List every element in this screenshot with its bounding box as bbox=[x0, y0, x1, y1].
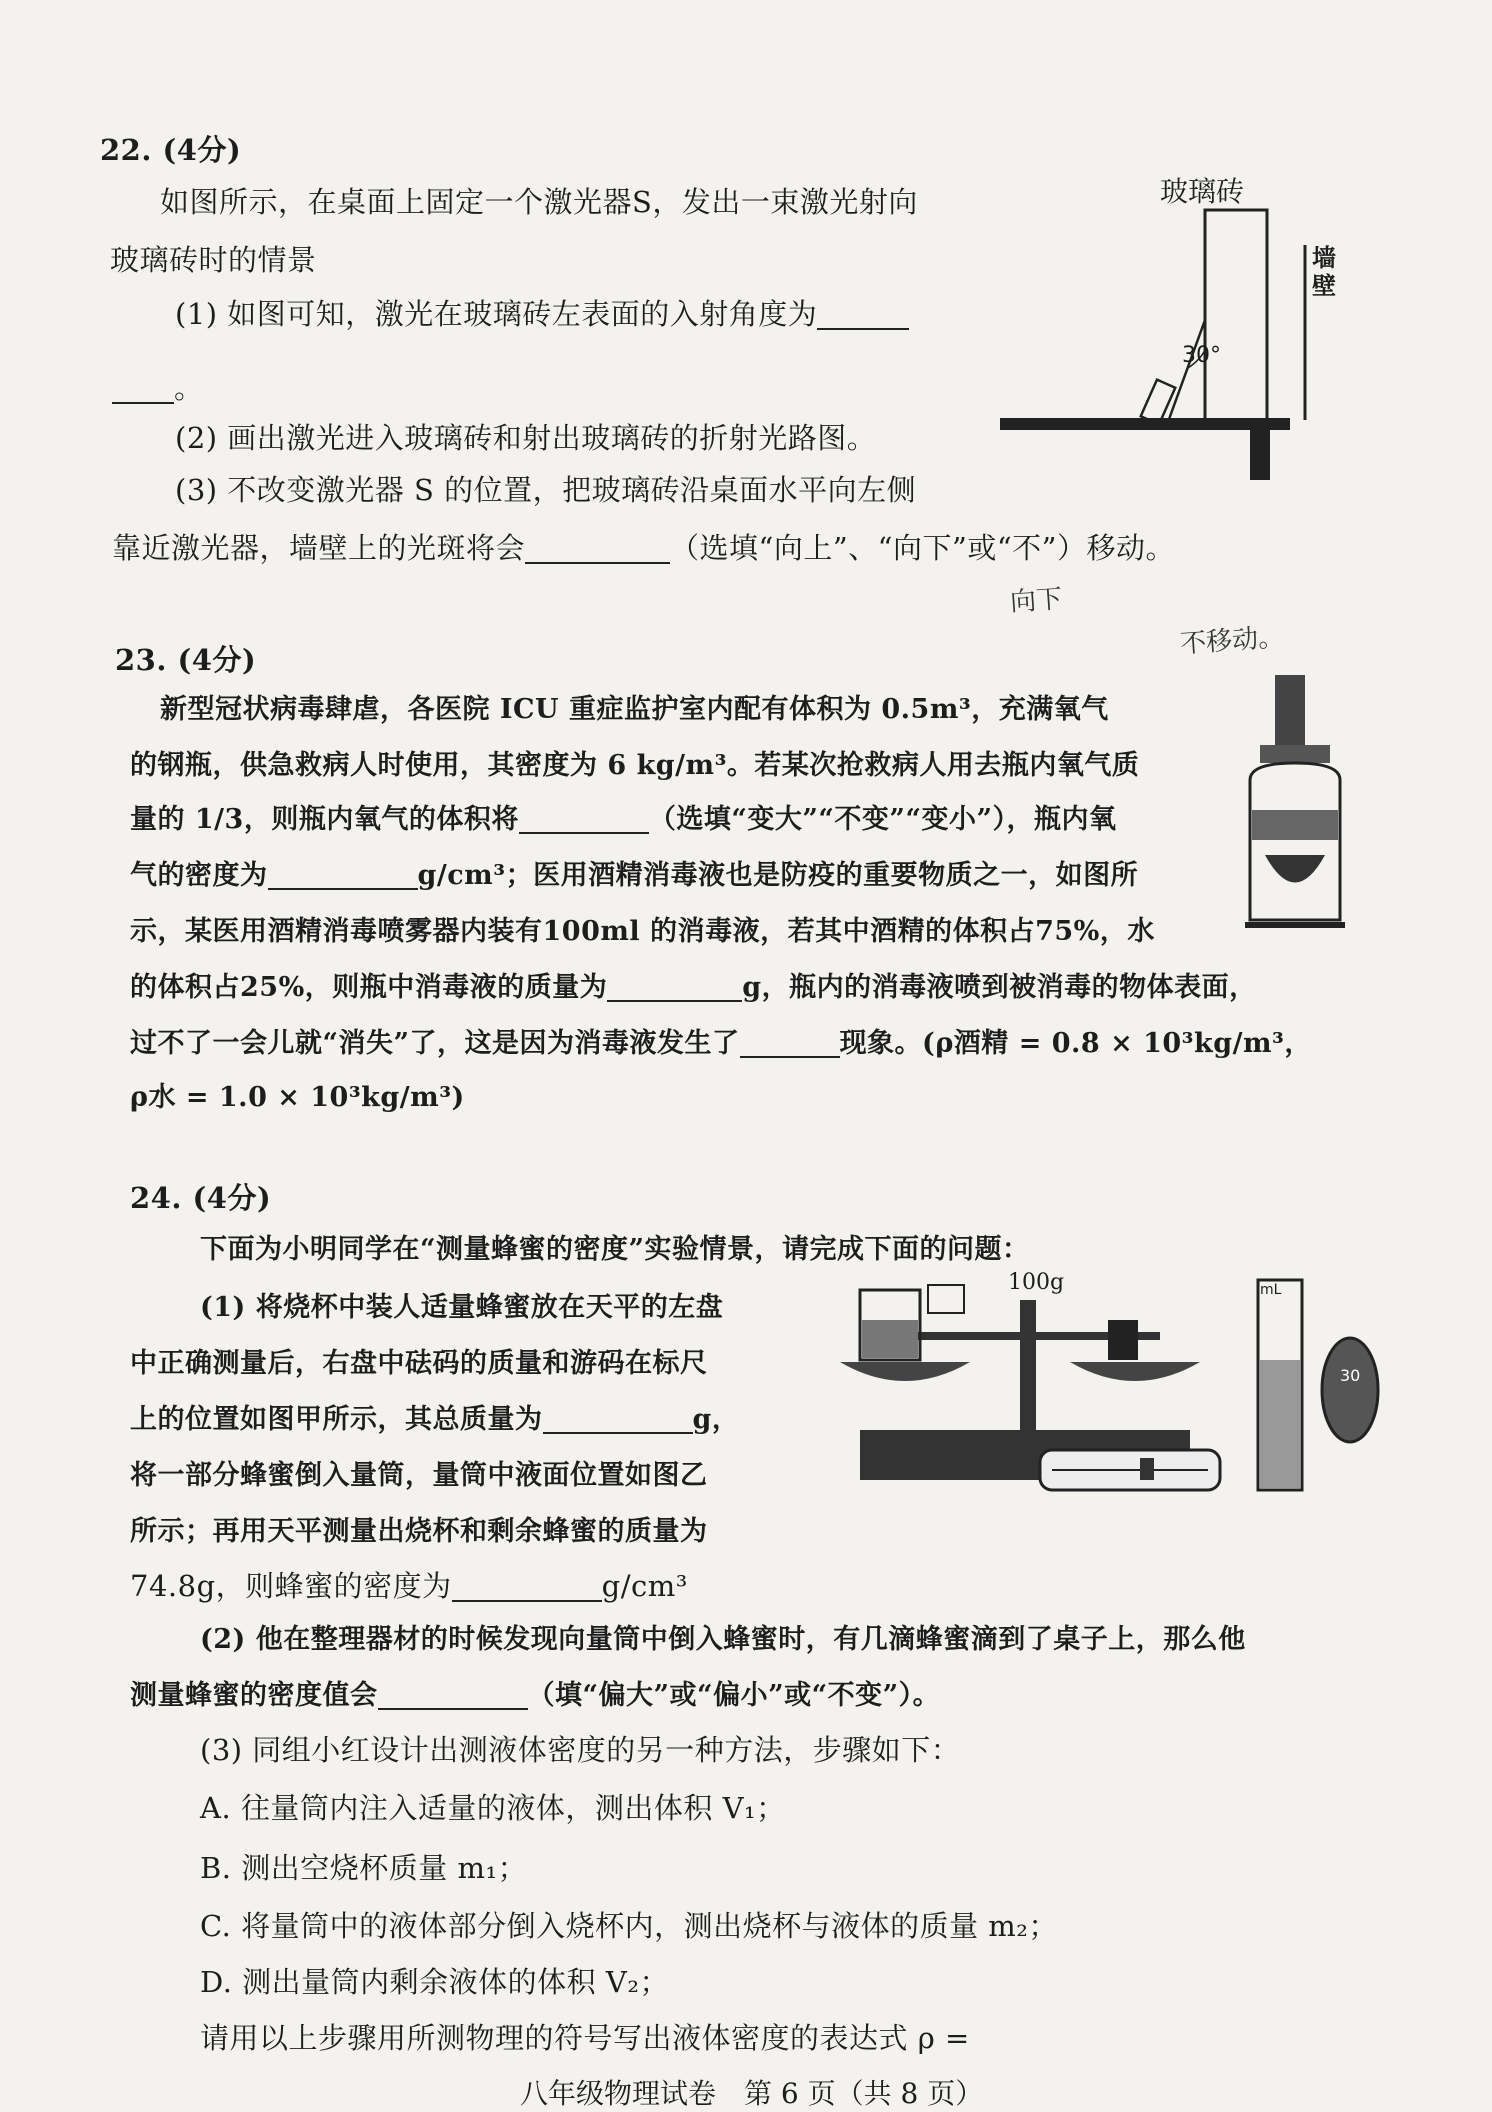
q22-title: 22. (4分) bbox=[100, 133, 242, 167]
q22-part3b-text: 靠近激光器，墙壁上的光斑将会 bbox=[112, 531, 526, 565]
q23-line4 bbox=[130, 856, 1138, 896]
spray-bottle-figure bbox=[1240, 660, 1360, 950]
q24-title: 24. (4分) bbox=[130, 1181, 272, 1215]
small-weight-box bbox=[928, 1285, 964, 1313]
q22-part2: (2) 画出激光进入玻璃砖和射出玻璃砖的折射光路图。 bbox=[175, 421, 877, 455]
balance-pillar bbox=[1020, 1300, 1036, 1430]
q22-part3b bbox=[112, 528, 1175, 568]
handwritten-answer-2: 不移动。 bbox=[1179, 622, 1286, 660]
bottle-body bbox=[1250, 763, 1340, 920]
q22-part1-end bbox=[112, 368, 204, 408]
cylinder-reading: 30 bbox=[1340, 1366, 1361, 1385]
q23-blank3[interactable] bbox=[607, 970, 742, 1002]
q22-figure bbox=[1000, 160, 1336, 490]
q23-line3 bbox=[130, 800, 1117, 840]
q23-line1: 新型冠状病毒肆虐，各医院 ICU 重症监护室内配有体积为 0.5m³，充满氧气 bbox=[160, 694, 1109, 725]
wall-label: 墙壁 bbox=[1312, 243, 1336, 300]
q24-blank2[interactable] bbox=[452, 1570, 602, 1602]
balance-and-cylinder bbox=[840, 1270, 1380, 1500]
q24-stepD: D. 测出量筒内剩余液体的体积 V₂； bbox=[200, 1965, 669, 1999]
q24-p2c-text: （填“偏大”或“偏小”或“不变”）。 bbox=[527, 1680, 941, 1711]
q23-line6-text2: g，瓶内的消毒液喷到被消毒的物体表面， bbox=[742, 972, 1257, 1003]
q24-stepA: A. 往量筒内注入适量的液体，测出体积 V₁； bbox=[200, 1791, 786, 1825]
handwritten-answer-1: 向下 bbox=[1009, 584, 1064, 618]
q22-blank1-cont[interactable] bbox=[112, 372, 174, 404]
q24-p2a: (2) 他在整理器材的时候发现向量筒中倒入蜂蜜时，有几滴蜂蜜滴到了桌子上，那么他 bbox=[200, 1624, 1246, 1655]
q23-line3-text2: （选填“变大”“不变”“变小”），瓶内氧 bbox=[648, 804, 1117, 835]
q23-blank1[interactable] bbox=[519, 802, 649, 834]
q24-p2b bbox=[130, 1676, 940, 1716]
q24-p2b-text: 测量蜂蜜的密度值会 bbox=[130, 1680, 378, 1711]
left-pan bbox=[840, 1362, 970, 1381]
q23-blank2[interactable] bbox=[268, 858, 418, 890]
q24-p1c-unit: g， bbox=[692, 1404, 740, 1435]
q24-p1b: 中正确测量后，右盘中砝码的质量和游码在标尺 bbox=[130, 1348, 708, 1379]
q22-blank2[interactable] bbox=[525, 532, 670, 564]
q22-part3a: (3) 不改变激光器 S 的位置，把玻璃砖沿桌面水平向左侧 bbox=[175, 473, 917, 507]
q23-line4-text2: g/cm³；医用酒精消毒液也是防疫的重要物质之一，如图所 bbox=[417, 860, 1139, 891]
bottle-label bbox=[1252, 810, 1338, 840]
q23-line3-text: 量的 1/3，则瓶内氧气的体积将 bbox=[130, 804, 519, 835]
table-top bbox=[1000, 418, 1290, 430]
q23-line7 bbox=[130, 1024, 1312, 1064]
q24-p1d: 将一部分蜂蜜倒入量筒，量筒中液面位置如图乙 bbox=[130, 1460, 708, 1491]
q22-part3c-text: （选填“向上”、“向下”或“不”）移动。 bbox=[670, 531, 1175, 565]
bottle-liquid bbox=[1265, 855, 1325, 883]
weight-100g bbox=[1108, 1320, 1138, 1360]
rider bbox=[1140, 1458, 1154, 1480]
q24-p1a: (1) 将烧杯中装人适量蜂蜜放在天平的左盘 bbox=[200, 1292, 724, 1323]
q22-part1-text: (1) 如图可知，激光在玻璃砖左表面的入射角度为 bbox=[175, 297, 818, 331]
q23-title: 23. (4分) bbox=[115, 643, 257, 677]
q24-p1c-text: 上的位置如图甲所示，其总质量为 bbox=[130, 1404, 543, 1435]
angle-label: 30° bbox=[1182, 343, 1221, 368]
q24-p1f-unit: g/cm³ bbox=[601, 1569, 688, 1603]
bottle-base bbox=[1245, 922, 1345, 928]
cylinder-magnifier bbox=[1322, 1338, 1378, 1442]
q23-line7-text2: 现象。(ρ酒精 = 0.8 × 10³kg/m³， bbox=[839, 1028, 1312, 1059]
q23-line6 bbox=[130, 968, 1257, 1008]
q24-blank1[interactable] bbox=[543, 1402, 693, 1434]
q24-figure bbox=[840, 1270, 1380, 1500]
q24-p3: (3) 同组小红设计出测液体密度的另一种方法，步骤如下： bbox=[200, 1733, 961, 1767]
q24-p1c bbox=[130, 1400, 739, 1440]
q24-blank3[interactable] bbox=[378, 1678, 528, 1710]
q24-stepE: 请用以上步骤用所测物理的符号写出液体密度的表达式 ρ = bbox=[200, 2021, 970, 2055]
q22-period: 。 bbox=[174, 371, 204, 405]
q23-line8: ρ水 = 1.0 × 10³kg/m³) bbox=[130, 1082, 465, 1113]
laser-diagram bbox=[1000, 160, 1320, 490]
q22-part1 bbox=[175, 294, 909, 334]
q23-line5: 示，某医用酒精消毒喷雾器内装有100ml 的消毒液，若其中酒精的体积占75%，水 bbox=[130, 916, 1155, 947]
q22-line2: 玻璃砖时的情景 bbox=[110, 243, 317, 277]
q22-line1: 如图所示，在桌面上固定一个激光器S，发出一束激光射向 bbox=[160, 185, 918, 219]
honey-in-cylinder bbox=[1260, 1360, 1300, 1488]
q23-line6-text: 的体积占25%，则瓶中消毒液的质量为 bbox=[130, 972, 608, 1003]
q24-p1f-text: 74.8g，则蜂蜜的密度为 bbox=[130, 1569, 452, 1603]
q22-blank1[interactable] bbox=[817, 298, 909, 330]
weight-label: 100g bbox=[1008, 1270, 1065, 1295]
q23-line4-text: 气的密度为 bbox=[130, 860, 268, 891]
q24-stepC: C. 将量筒中的液体部分倒入烧杯内，测出烧杯与液体的质量 m₂； bbox=[200, 1909, 1058, 1943]
honey-in-beaker bbox=[862, 1320, 918, 1358]
page-footer: 八年级物理试卷 第 6 页（共 8 页） bbox=[520, 2077, 984, 2110]
laser-beam bbox=[1168, 320, 1205, 422]
q23-line2: 的钢瓶，供急救病人时使用，其密度为 6 kg/m³。若某次抢救病人用去瓶内氧气质 bbox=[130, 750, 1140, 781]
q23-blank4[interactable] bbox=[740, 1026, 840, 1058]
q24-stepB: B. 测出空烧杯质量 m₁； bbox=[200, 1851, 528, 1885]
q23-line7-text: 过不了一会儿就“消失”了，这是因为消毒液发生了 bbox=[130, 1028, 740, 1059]
table-leg bbox=[1250, 418, 1270, 480]
q24-p1f bbox=[130, 1566, 688, 1606]
spray-head bbox=[1275, 675, 1305, 745]
q24-line1: 下面为小明同学在“测量蜂蜜的密度”实验情景，请完成下面的问题： bbox=[200, 1234, 1030, 1265]
cylinder-unit-label: mL bbox=[1260, 1282, 1282, 1298]
glass-brick-shape bbox=[1205, 210, 1267, 420]
bottle-cap bbox=[1260, 745, 1330, 763]
q24-p1e: 所示；再用天平测量出烧杯和剩余蜂蜜的质量为 bbox=[130, 1516, 708, 1547]
right-pan bbox=[1070, 1362, 1200, 1381]
glass-brick-label: 玻璃砖 bbox=[1160, 175, 1245, 208]
